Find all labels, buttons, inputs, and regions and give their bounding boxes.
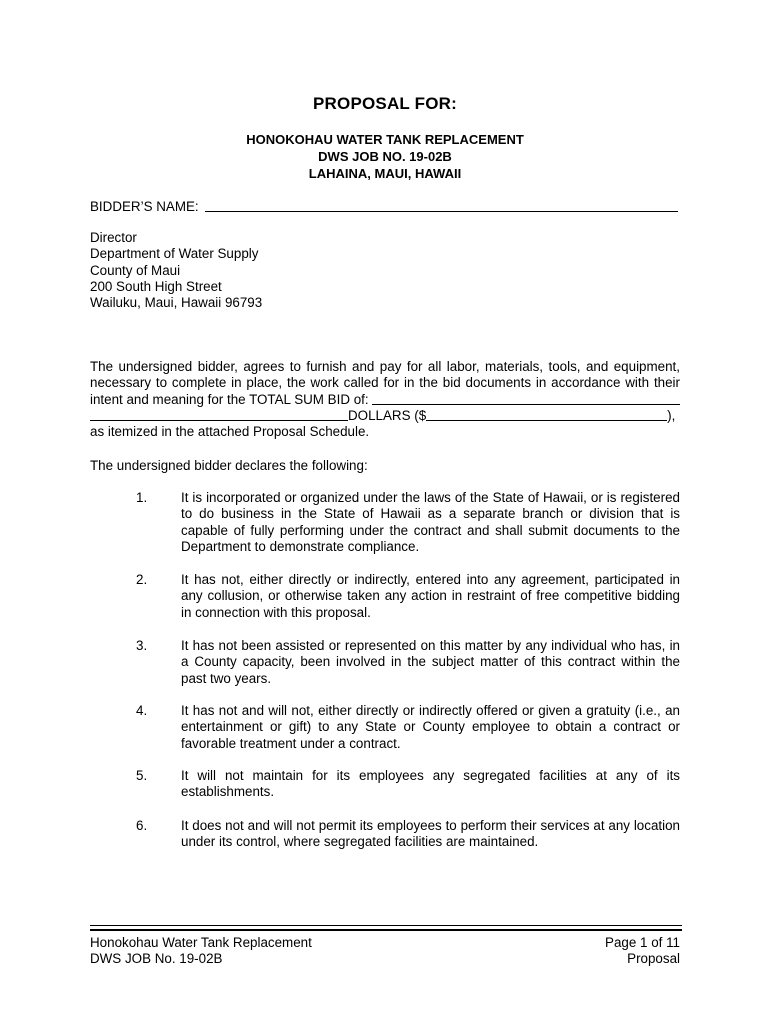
footer-divider (90, 925, 682, 926)
item-text: It will not maintain for its employees any segregated facilities at any of its establishments. (181, 768, 680, 800)
bidder-name-field[interactable] (205, 211, 678, 212)
total-sum-words-field-a[interactable] (372, 392, 680, 405)
bid-text-line: necessary to complete in place, the work called for in the bid documents in accordance with their (90, 375, 680, 391)
address-line: Department of Water Supply (90, 246, 259, 262)
item-text: It is incorporated or organized under the laws of the State of Hawaii, or is registered to do business in the State of Hawaii as a separate branch or division that is capable of fully performing under the contract and shall submit documents to the Department to demonstrate compliance. (181, 490, 680, 554)
footer-left (90, 935, 312, 968)
footer-divider (90, 929, 682, 931)
bid-text-line: The undersigned bidder, agrees to furnish and pay for all labor, materials, tools, and equipment, (90, 359, 680, 374)
recipient-address (90, 230, 262, 311)
item-number: 2. (136, 572, 148, 587)
address-line: 200 South High Street (90, 278, 222, 294)
item-number: 4. (136, 703, 148, 718)
item-number: 1. (136, 490, 148, 505)
item-number: 3. (136, 638, 148, 653)
item-text: It has not been assisted or represented on this matter by any individual who has, in a County capacity, been involved in the subject matter of this contract within the past two years. (181, 638, 680, 686)
total-sum-words-field-b[interactable] (90, 408, 348, 421)
item-text: It does not and will not permit its employees to perform their services at any location under its control, where segregated facilities are maintained. (181, 818, 680, 850)
dollars-row (90, 408, 680, 424)
project-name: HONOKOHAU WATER TANK REPLACEMENT (246, 132, 524, 147)
dollars-close: ), (667, 407, 676, 423)
address-line: Director (90, 230, 137, 245)
job-number: DWS JOB NO. 19-02B (318, 149, 452, 164)
section-name: Proposal (627, 951, 680, 967)
declaration-intro: The undersigned bidder declares the following: (90, 458, 368, 473)
dollars-label: DOLLARS ($ (348, 407, 427, 423)
total-sum-row (90, 392, 680, 408)
item-number: 6. (136, 818, 148, 833)
item-text: It has not, either directly or indirectly, entered into any agreement, participated in any collusion, or otherwise taken any action in restraint of free competitive bidding in connection with this proposal. (181, 572, 680, 620)
footer-job-number: DWS JOB No. 19-02B (90, 951, 223, 967)
item-number: 5. (136, 768, 148, 783)
footer-project-name: Honokohau Water Tank Replacement (90, 935, 312, 950)
page-title: PROPOSAL FOR: (313, 94, 457, 113)
bidder-name-label: BIDDER’S NAME: (90, 199, 199, 214)
project-location: LAHAINA, MAUI, HAWAII (308, 166, 462, 181)
footer-right (560, 935, 680, 968)
address-line: County of Maui (90, 262, 181, 278)
total-sum-amount-field[interactable] (426, 408, 667, 421)
page-number: Page 1 of 11 (605, 935, 680, 950)
bid-paragraph (90, 359, 680, 440)
bid-text-line: as itemized in the attached Proposal Schedule. (90, 424, 370, 440)
total-sum-label: intent and meaning for the TOTAL SUM BID of: (90, 391, 369, 407)
item-text: It has not and will not, either directly or indirectly offered or given a gratuity (i.e., an entertainment or gift) to any State or County employee to obtain a contract or favorable treatment under a contract. (181, 703, 680, 751)
address-line: Wailuku, Maui, Hawaii 96793 (90, 295, 263, 311)
